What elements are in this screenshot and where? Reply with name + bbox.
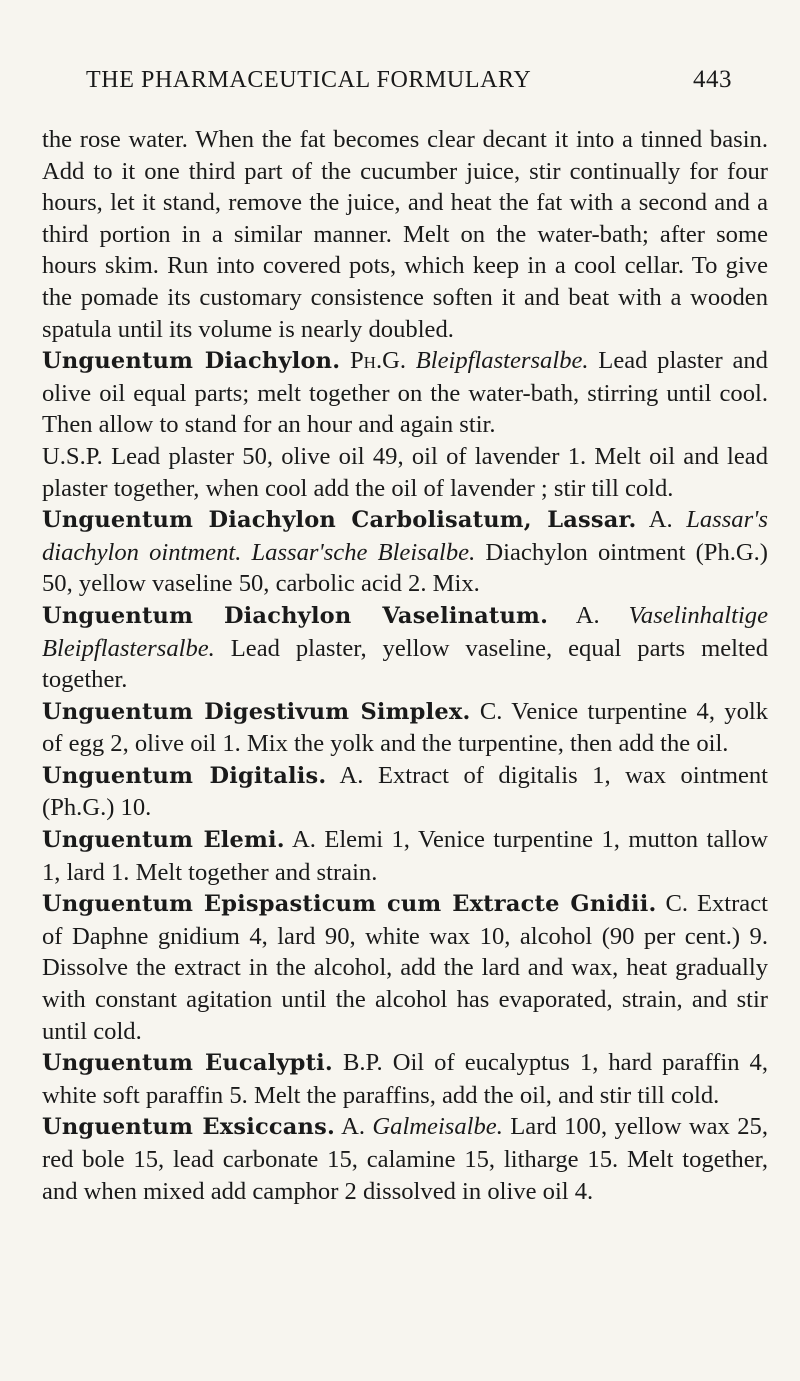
- entry-title: Unguentum Diachylon Vaselinatum.: [42, 602, 549, 629]
- running-title: THE PHARMACEUTICAL FORMULARY: [86, 67, 532, 93]
- entry-digestivum-simplex: [42, 696, 768, 760]
- entry-digitalis: [42, 760, 768, 824]
- entry-text: Venice turpentine 4, yolk of egg 2, olive oil 1. Mix the yolk and the turpentine, then add the oil.: [42, 697, 769, 758]
- entry-text: Lead plaster and olive oil equal parts; melt together on the water-bath, stirring until cool. Then allow to stand for an hour and again stir.: [42, 347, 768, 439]
- entry-text: Oil of eucalyptus 1, hard paraffin 4, white soft paraffin 5. Melt the paraffins, add the oil, and stir till cold.: [42, 1049, 768, 1109]
- entry-source: B.P.: [343, 1049, 383, 1077]
- page-header: [86, 66, 732, 94]
- entry-text: Elemi 1, Venice turpentine 1, mutton tallow 1, lard 1. Melt together and strain.: [42, 826, 768, 886]
- entry-title: Unguentum Eucalypti.: [42, 1050, 333, 1077]
- entry-title: Unguentum Exsiccans.: [42, 1114, 336, 1141]
- entry-title: Unguentum Digitalis.: [42, 762, 327, 789]
- entry-text: Lead plaster, yellow vaseline, equal parts melted together.: [42, 634, 768, 694]
- entry-diachylon-carbolisatum: [42, 504, 768, 600]
- entry-source: A.: [339, 761, 364, 789]
- page-number: 443: [693, 66, 732, 93]
- entry-source: C.: [479, 697, 503, 725]
- entry-synonym: Vaselinhaltige Bleipflastersalbe.: [42, 601, 768, 662]
- entry-title: Unguentum Epispasticum cum Extracte Gnidii.: [42, 891, 657, 918]
- entry-title: Unguentum Digestivum Simplex.: [42, 698, 471, 725]
- entry-diachylon-vaselinatum: [42, 600, 768, 696]
- entry-synonym: Lassar's diachylon ointment. Lassar'sche Bleisalbe.: [42, 506, 769, 566]
- entry-synonym: Bleipflastersalbe.: [415, 347, 589, 375]
- entry-text: Extract of Daphne gnidium 4, lard 90, white wax 10, alcohol (90 per cent.) 9. Dissolve the extract in the alcohol, add the lard and wax, heat gradually with constant agitation until the alcohol has evaporated, strain, and stir until cold.: [42, 890, 768, 1045]
- entry-epispasticum: [42, 888, 768, 1047]
- entry-text: Extract of digitalis 1, wax ointment (Ph.G.) 10.: [42, 761, 768, 822]
- entry-diachylon: [42, 345, 768, 441]
- entry-title: Unguentum Diachylon Carbolisatum, Lassar.: [42, 507, 637, 534]
- entry-source: A.: [575, 601, 600, 629]
- entry-source: C.: [665, 890, 689, 918]
- continuation-paragraph: the rose water. When the fat becomes clear decant it into a tinned basin. Add to it one third part of the cucumber juice, stir continually for four hours, let it stand, remove the juice, and heat the fat with a second and a third portion in a similar manner. Melt on the water-bath; after some hours skim. Run into covered pots, which keep in a cool cellar. To give the pomade its customary consistence soften it and beat with a wooden spatula until its volume is nearly doubled.: [42, 126, 768, 343]
- entry-source: A.: [341, 1113, 365, 1141]
- body-text: [42, 124, 768, 1207]
- entry-text: Lard 100, yellow wax 25, red bole 15, lead carbonate 15, calamine 15, litharge 15. Melt together, and when mixed add camphor 2 dissolved in olive oil 4.: [42, 1113, 768, 1205]
- entry-source: A.: [291, 826, 316, 854]
- entry-diachylon-usp: U.S.P. Lead plaster 50, olive oil 49, oil of lavender 1. Melt oil and lead plaster together, when cool add the oil of lavender ; stir till cold.: [42, 442, 768, 502]
- entry-eucalypti: [42, 1047, 768, 1111]
- entry-elemi: [42, 824, 768, 888]
- entry-title: Unguentum Diachylon.: [42, 348, 341, 375]
- entry-exsiccans: [42, 1111, 768, 1207]
- entry-title: Unguentum Elemi.: [42, 827, 285, 854]
- entry-source: A.: [648, 506, 673, 534]
- entry-synonym: Galmeisalbe.: [372, 1113, 503, 1141]
- entry-source: Ph.G.: [349, 347, 406, 375]
- entry-text: Diachylon ointment (Ph.G.) 50, yellow vaseline 50, carbolic acid 2. Mix.: [42, 538, 768, 598]
